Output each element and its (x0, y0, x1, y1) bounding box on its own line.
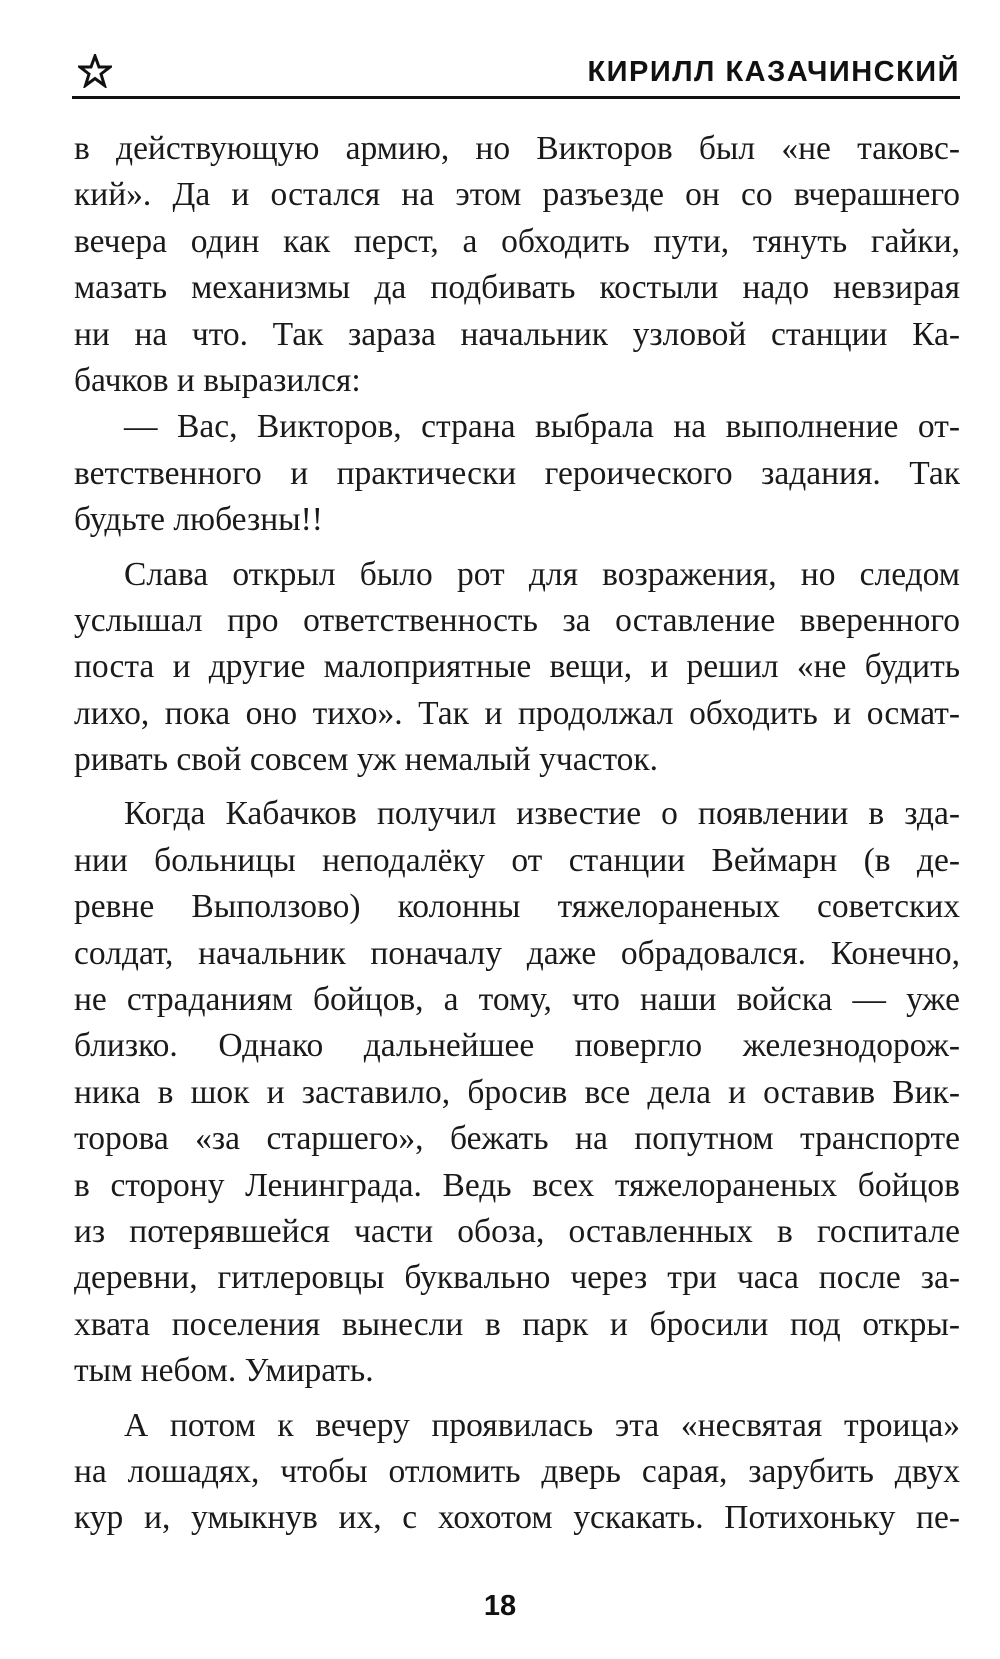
text-line: на лошадях, чтобы отломить дверь сарая, зарубить двух (74, 1452, 960, 1490)
text-line: бачков и выразился: (74, 361, 361, 399)
text-line: солдат, начальник поначалу даже обрадовался. Конечно, (74, 934, 960, 972)
text-line: Слава открыл было рот для возражения, но следом (124, 555, 960, 593)
text-line: из потерявшейся части обоза, оставленных в госпитале (74, 1212, 960, 1250)
text-line: вечера один как перст, а обходить пути, тянуть гайки, (74, 222, 960, 260)
text-line: А потом к вечеру проявилась эта «несвятая троица» (124, 1406, 960, 1444)
header-rule (72, 96, 960, 99)
text-line: нии больницы неподалёку от станции Веймарн (в де- (74, 841, 960, 879)
text-line: близко. Однако дальнейшее повергло железнодорож- (74, 1027, 960, 1065)
text-line: в действующую армию, но Викторов был «не таковс- (74, 130, 960, 167)
text-line: деревни, гитлеровцы буквально через три часа после за- (74, 1259, 960, 1297)
text-line: торова «за старшего», бежать на попутном транспорте (74, 1120, 960, 1158)
text-line: хвата поселения вынесли в парк и бросили под откры- (74, 1305, 960, 1343)
text-line: ривать свой совсем уж немалый участок. (74, 741, 659, 779)
text-line: лихо, пока оно тихо». Так и продолжал обходить и осмат- (74, 694, 960, 732)
body-text (74, 126, 960, 1542)
text-line: — Вас, Викторов, страна выбрала на выполнение от- (124, 408, 960, 446)
text-line: ни на что. Так зараза начальник узловой станции Ка- (74, 315, 960, 353)
star-outline-icon (78, 54, 112, 88)
text-line: кий». Да и остался на этом разъезде он со вчерашнего (74, 176, 960, 214)
text-line: в сторону Ленинграда. Ведь всех тяжелораненых бойцов (74, 1166, 960, 1204)
text-line: кур и, умыкнув их, с хохотом ускакать. Потихоньку пе- (74, 1499, 960, 1537)
author-name: КИРИЛЛ КАЗАЧИНСКИЙ (587, 56, 960, 88)
text-line: Когда Кабачков получил известие о появлении в зда- (124, 795, 960, 833)
running-header (72, 52, 960, 98)
text-line: услышал про ответственность за оставление вверенного (74, 601, 960, 639)
text-line: ревне Выползово) колонны тяжелораненых советских (74, 888, 960, 926)
text-line: мазать механизмы да подбивать костыли надо невзирая (74, 269, 960, 307)
text-line: не страданиям бойцов, а тому, что наши войска — уже (74, 981, 960, 1019)
text-line: будьте любезны!! (74, 501, 323, 539)
text-line: ветственного и практически героического задания. Так (74, 454, 960, 492)
text-line: поста и другие малоприятные вещи, и решил «не будить (74, 648, 960, 686)
page-number: 18 (483, 1590, 517, 1622)
text-line: тым небом. Умирать. (74, 1352, 374, 1390)
text-line: ника в шок и заставило, бросив все дела и оставив Вик- (74, 1073, 960, 1111)
